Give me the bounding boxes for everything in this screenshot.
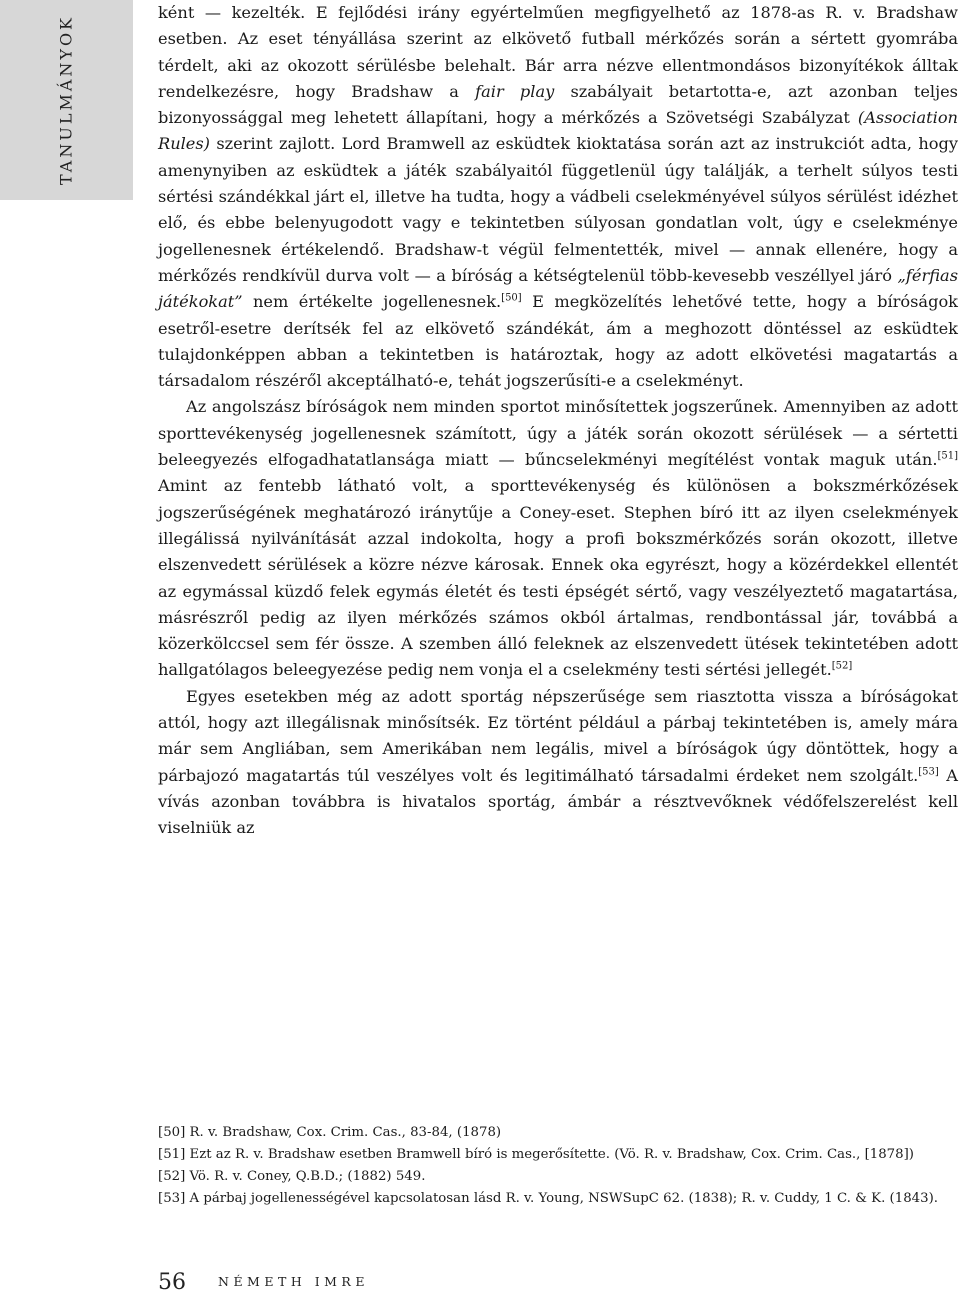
text-segment: E megközelítés lehetővé tette, hogy a bíróságok esetről-esetre derítsék fel az elkövető szándékát, ám a meghozott döntéssel az esküdtek tulajdonképpen abban a tekintetben is határoztak, hogy az adott elkövetési magatartás a társadalom részéről akceptálható-e, tehát jogszerűsíti-e a cselekményt.: [158, 292, 958, 391]
page-number: 56: [158, 1270, 186, 1295]
author-name: NÉMETH IMRE: [218, 1274, 369, 1289]
footnotes: [158, 1122, 958, 1210]
italic-text: „férfias játékokat”: [158, 265, 958, 312]
text-segment: szabályait betartotta-e, azt azonban teljes bizonyossággal meg lehetett állapítani, hogy a mérkőzés a Szövetségi Szabályzat: [158, 81, 958, 128]
footnote-reference: [53]: [918, 766, 939, 778]
section-tab: [0, 0, 133, 200]
page-footer: [158, 1270, 369, 1295]
footnote-reference: [50]: [501, 292, 522, 304]
text-segment: Az angolszász bíróságok nem minden sportot minősítettek jogszerűnek. Amennyiben az adott sporttevékenység jogellenesnek számított, úgy a játék során okozott sérülések — a sértetti beleegyezés elfogadhatatlansága miatt — bűncselekményi megítélést vontak maguk után.: [158, 397, 958, 470]
text-segment: A vívás azonban továbbra is hivatalos sportág, ámbár a résztvevőknek védőfelszerelést kell viselniük az: [158, 765, 958, 838]
text-segment: ként — kezelték. E fejlődési irány egyértelműen megfigyelhető az 1878-as R. v. Bradshaw esetben. Az eset tényállása szerint az elkövető futball mérkőzés során a sértett gyomrába térdelt, aki az okozott sérülésbe belehalt. Bár arra nézve ellentmondásos bizonyítékok álltak rendelkezésre, hogy Bradshaw a: [158, 3, 958, 101]
italic-text: fair play: [475, 81, 555, 101]
footnote-reference: [52]: [831, 661, 853, 673]
footnote: [52] Vö. R. v. Coney, Q.B.D.; (1882) 549.: [158, 1169, 426, 1184]
body-text: [158, 0, 958, 842]
paragraph: [158, 394, 958, 683]
footnote: [50] R. v. Bradshaw, Cox. Crim. Cas., 83-84, (1878): [158, 1125, 502, 1140]
text-segment: Egyes esetekben még az adott sportág népszerűsége sem riasztotta vissza a bíróságokat attól, hogy azt illegálisnak minősítsék. Ez történt például a párbaj tekintetében is, amely mára már sem Angliában, sem Amerikában nem legális, mivel a bíróságok úgy döntöttek, hogy a párbajozó magatartás túl veszélyes volt és legitimálható társadalmi érdeket nem szolgált.: [158, 686, 958, 785]
footnote-reference: [51]: [937, 450, 958, 462]
section-tab-label: TANULMÁNYOK: [56, 14, 76, 186]
italic-text: (Association Rules): [158, 108, 958, 154]
paragraph: [158, 684, 958, 842]
footnote: [51] Ezt az R. v. Bradshaw esetben Bramwell bíró is megerősítette. (Vö. R. v. Bradshaw, Cox. Crim. Cas., [1878]): [158, 1147, 914, 1162]
paragraph: [158, 0, 958, 394]
text-segment: nem értékelte jogellenesnek.: [242, 292, 502, 312]
text-segment: szerint zajlott. Lord Bramwell az esküdtek kioktatása során azt az instrukciót adta, hogy amenynyiben az esküdtek a játék szabályaitól függetlenül úgy találják, a terhelt súlyos testi sértési szándékkal járt el, illetve ha tudta, hogy a vádbeli cselekményével súlyos sérülést idézhet elő, és ebbe belenyugodott vagy e tekintetben súlyosan gondatlan volt, úgy e cselekménye jogellenesnek értékelendő. Bradshaw-t végül felmentették, mivel — annak ellenére, hogy a mérkőzés rendkívül durva volt — a bíróság a kétségtelenül több-kevesebb veszéllyel járó: [158, 134, 958, 285]
text-segment: Amint az fentebb látható volt, a sporttevékenység és különösen a bokszmérkőzések jogszerűségének meghatározó iránytűje a Coney-eset. Stephen bíró itt az ilyen cselekmények illegálissá nyilvánítását azzal indokolta, hogy a profi bokszmérkőzés során okozott, illetve elszenvedett sérülések a közre nézve károsak. Ennek oka egyrészt, hogy a közérdekkel ellentét az egymással küzdő felek egymás életét és testi épségét sértő, vagy veszélyeztető magatartása, másrészről pedig az ilyen mérkőzés számos okból ártalmas, rendbontással jár, továbbá a közerkölccsel sem fér össze. A szemben álló feleknek az elszenvedett ütések tekintetében adott hallgatólagos beleegyezése pedig nem vonja el a cselekmény testi sértési jellegét.: [158, 476, 958, 680]
footnote: [53] A párbaj jogellenességével kapcsolatosan lásd R. v. Young, NSWSupC 62. (1838); R. v. Cuddy, 1 C. & K. (1843).: [158, 1191, 939, 1206]
